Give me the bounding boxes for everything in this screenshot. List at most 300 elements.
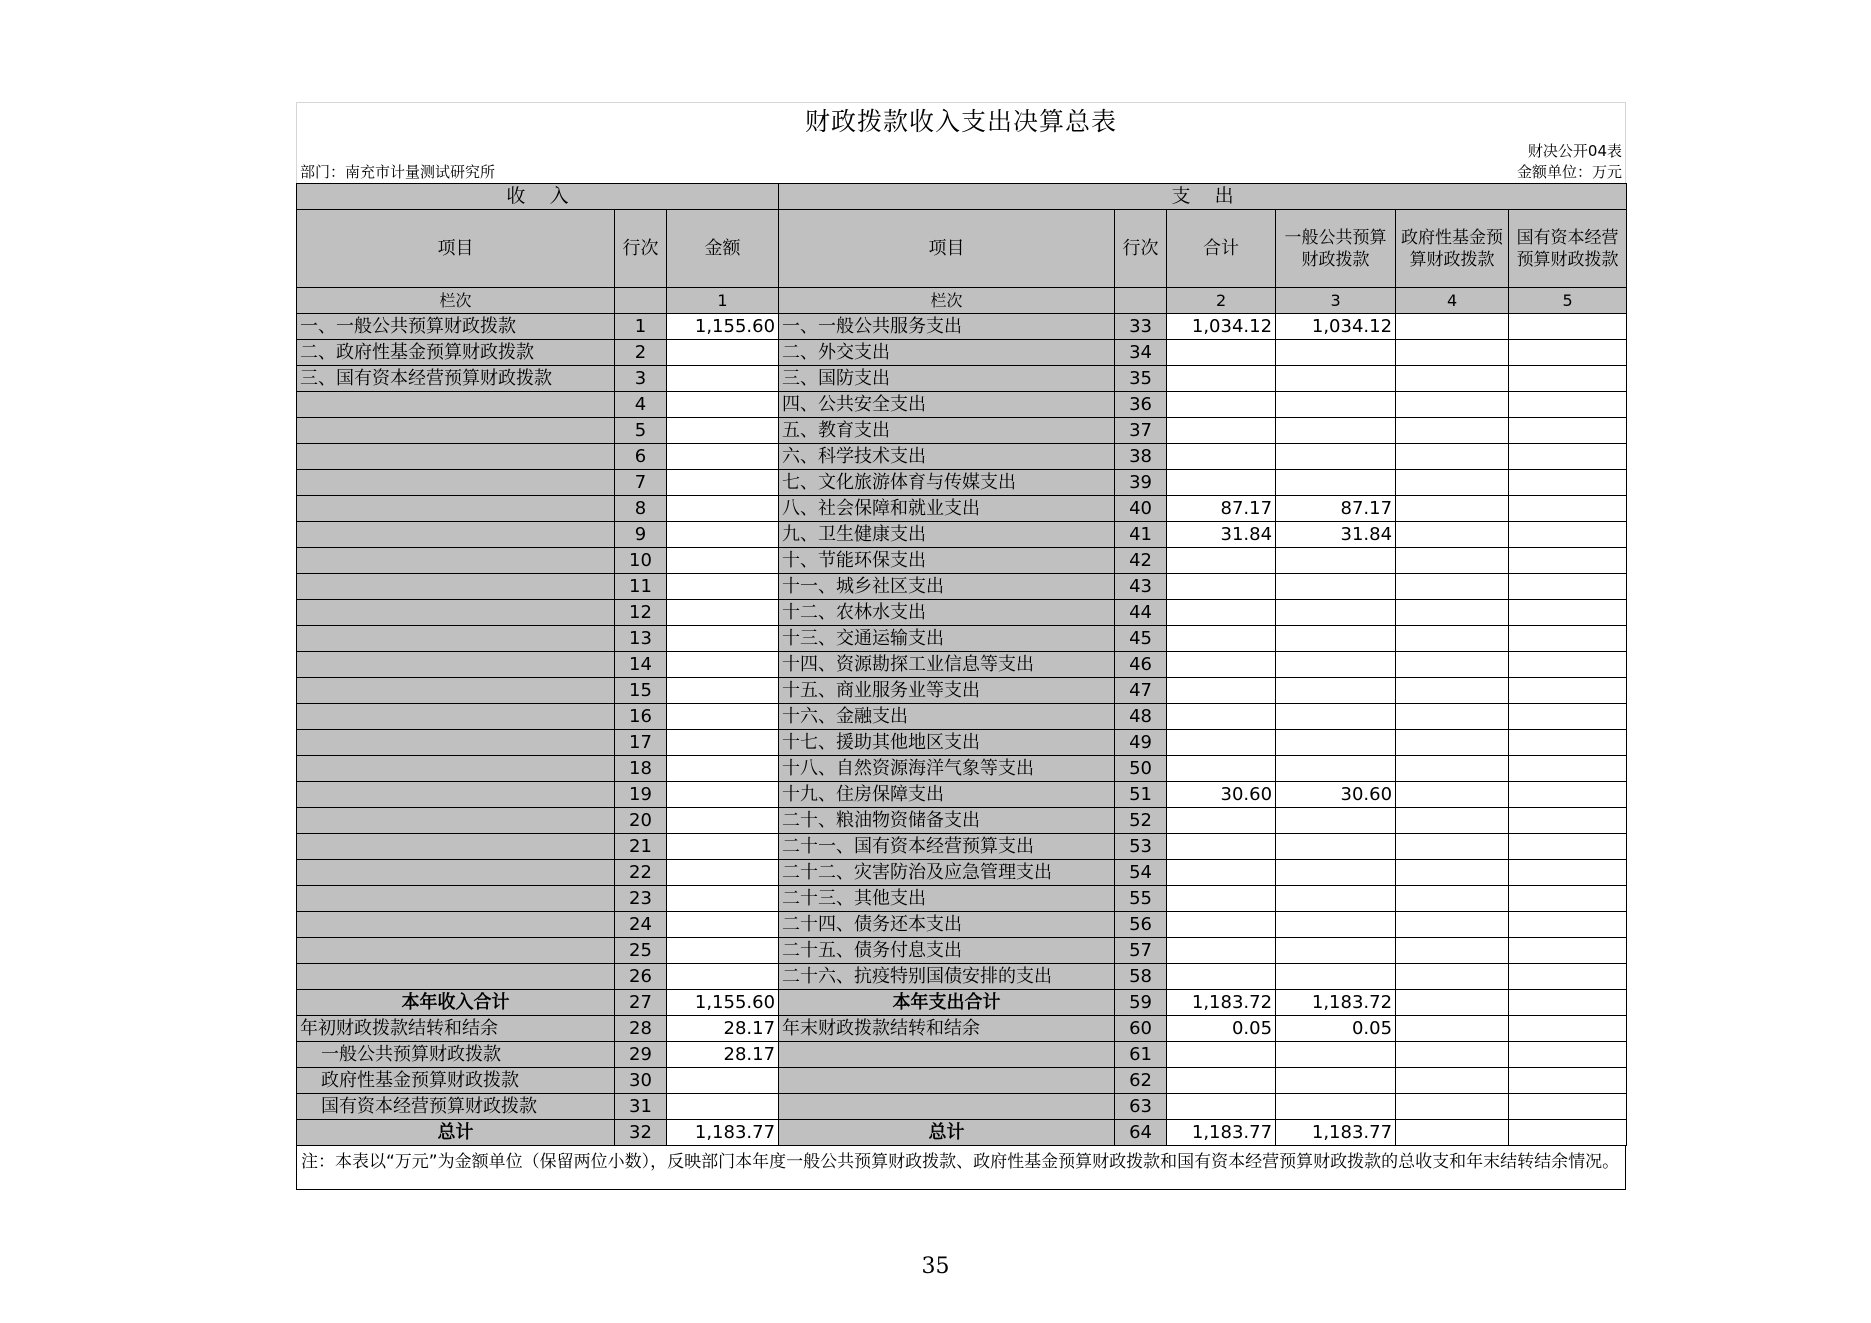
exp-fund-cell [1396,990,1509,1016]
income-item-cell [297,860,615,886]
exp-fund-cell [1396,1068,1509,1094]
exp-line-cell: 50 [1115,756,1167,782]
income-item-cell: 年初财政拨款结转和结余 [297,1016,615,1042]
exp-item-cell: 十四、资源勘探工业信息等支出 [779,652,1115,678]
income-line-cell: 3 [615,366,667,392]
exp-total-cell [1167,470,1276,496]
exp-general-cell: 1,183.72 [1276,990,1396,1016]
page-number: 35 [921,1254,950,1279]
exp-state-cell [1509,756,1627,782]
exp-fund-cell [1396,886,1509,912]
exp-line-cell: 33 [1115,314,1167,340]
exp-state-cell [1509,444,1627,470]
income-amount-cell [667,600,779,626]
exp-item-cell: 四、公共安全支出 [779,392,1115,418]
exp-general-cell: 31.84 [1276,522,1396,548]
income-item-cell: 总计 [297,1120,615,1146]
exp-item-cell: 十九、住房保障支出 [779,782,1115,808]
exp-general-cell [1276,1094,1396,1120]
exp-total-cell [1167,574,1276,600]
exp-general-cell [1276,1042,1396,1068]
table-row [297,678,1627,704]
table-row [297,704,1627,730]
exp-item-cell: 二十一、国有资本经营预算支出 [779,834,1115,860]
exp-general-cell [1276,470,1396,496]
income-line-cell: 15 [615,678,667,704]
table-row [297,912,1627,938]
exp-line-cell: 47 [1115,678,1167,704]
income-amount-cell [667,704,779,730]
exp-fund-cell [1396,1120,1509,1146]
exp-line-cell: 39 [1115,470,1167,496]
exp-general-cell [1276,938,1396,964]
exp-general-cell [1276,600,1396,626]
table-row [297,730,1627,756]
table-row [297,340,1627,366]
exp-state-cell [1509,652,1627,678]
exp-line-cell: 46 [1115,652,1167,678]
exp-item-cell: 十七、援助其他地区支出 [779,730,1115,756]
header-income-item: 项目 [297,210,615,288]
exp-total-cell [1167,626,1276,652]
exp-line-cell: 35 [1115,366,1167,392]
exp-state-cell [1509,366,1627,392]
exp-fund-cell [1396,574,1509,600]
exp-fund-cell [1396,652,1509,678]
income-section-header: 收 入 [297,184,779,210]
exp-line-cell: 45 [1115,626,1167,652]
exp-item-cell [779,1042,1115,1068]
exp-fund-cell [1396,808,1509,834]
income-item-cell [297,652,615,678]
exp-line-cell: 63 [1115,1094,1167,1120]
exp-total-cell [1167,860,1276,886]
exp-state-cell [1509,730,1627,756]
exp-general-cell [1276,574,1396,600]
income-item-cell [297,730,615,756]
income-amount-cell [667,678,779,704]
exp-state-cell [1509,1094,1627,1120]
exp-total-cell [1167,418,1276,444]
exp-general-cell: 87.17 [1276,496,1396,522]
exp-state-cell [1509,548,1627,574]
exp-line-cell: 44 [1115,600,1167,626]
exp-general-cell [1276,340,1396,366]
exp-fund-cell [1396,366,1509,392]
exp-fund-cell [1396,1094,1509,1120]
income-item-cell [297,626,615,652]
income-amount-cell [667,756,779,782]
exp-general-cell [1276,730,1396,756]
exp-total-cell [1167,1094,1276,1120]
report-meta [296,141,1626,183]
exp-general-cell [1276,912,1396,938]
exp-line-cell: 59 [1115,990,1167,1016]
income-line-cell: 13 [615,626,667,652]
exp-state-cell [1509,990,1627,1016]
income-line-cell: 30 [615,1068,667,1094]
table-row [297,860,1627,886]
header-fund: 政府性基金预算财政拨款 [1396,210,1509,288]
income-amount-cell [667,938,779,964]
income-line-cell: 16 [615,704,667,730]
col-label-income: 栏次 [297,288,615,314]
exp-item-cell [779,1094,1115,1120]
income-amount-cell [667,418,779,444]
exp-total-cell: 87.17 [1167,496,1276,522]
income-item-cell [297,522,615,548]
exp-state-cell [1509,600,1627,626]
exp-line-cell: 36 [1115,392,1167,418]
exp-fund-cell [1396,860,1509,886]
exp-state-cell [1509,340,1627,366]
exp-total-cell [1167,808,1276,834]
col-num-fund: 4 [1396,288,1509,314]
exp-state-cell [1509,1068,1627,1094]
table-row [297,886,1627,912]
income-line-cell: 8 [615,496,667,522]
exp-fund-cell [1396,678,1509,704]
income-amount-cell [667,1068,779,1094]
exp-state-cell [1509,496,1627,522]
income-item-cell: 国有资本经营预算财政拨款 [297,1094,615,1120]
table-row [297,522,1627,548]
income-amount-cell [667,652,779,678]
exp-line-cell: 60 [1115,1016,1167,1042]
exp-general-cell [1276,756,1396,782]
income-amount-cell [667,886,779,912]
col-num-amount: 1 [667,288,779,314]
exp-state-cell [1509,886,1627,912]
exp-state-cell [1509,938,1627,964]
table-row [297,990,1627,1016]
exp-state-cell [1509,912,1627,938]
exp-state-cell [1509,678,1627,704]
col-blank-2 [1115,288,1167,314]
exp-general-cell: 1,183.77 [1276,1120,1396,1146]
table-row [297,964,1627,990]
exp-line-cell: 48 [1115,704,1167,730]
table-row [297,626,1627,652]
income-line-cell: 1 [615,314,667,340]
exp-fund-cell [1396,1016,1509,1042]
income-item-cell: 政府性基金预算财政拨款 [297,1068,615,1094]
exp-fund-cell [1396,600,1509,626]
exp-line-cell: 40 [1115,496,1167,522]
income-line-cell: 12 [615,600,667,626]
exp-fund-cell [1396,470,1509,496]
table-row [297,392,1627,418]
income-line-cell: 32 [615,1120,667,1146]
table-row [297,1016,1627,1042]
exp-state-cell [1509,860,1627,886]
exp-line-cell: 53 [1115,834,1167,860]
income-line-cell: 28 [615,1016,667,1042]
income-line-cell: 31 [615,1094,667,1120]
exp-line-cell: 42 [1115,548,1167,574]
header-exp-item: 项目 [779,210,1115,288]
exp-total-cell: 1,183.72 [1167,990,1276,1016]
table-row [297,1042,1627,1068]
income-item-cell [297,756,615,782]
income-item-cell [297,678,615,704]
exp-state-cell [1509,964,1627,990]
col-num-total: 2 [1167,288,1276,314]
income-amount-cell: 28.17 [667,1016,779,1042]
income-amount-cell [667,808,779,834]
table-row [297,1094,1627,1120]
exp-fund-cell [1396,626,1509,652]
table-row [297,548,1627,574]
exp-item-cell: 二十三、其他支出 [779,886,1115,912]
income-amount-cell [667,548,779,574]
exp-item-cell: 十一、城乡社区支出 [779,574,1115,600]
income-amount-cell [667,626,779,652]
exp-total-cell [1167,392,1276,418]
exp-fund-cell [1396,340,1509,366]
income-item-cell [297,782,615,808]
income-line-cell: 11 [615,574,667,600]
exp-line-cell: 52 [1115,808,1167,834]
table-row [297,574,1627,600]
income-amount-cell [667,392,779,418]
income-amount-cell [667,444,779,470]
income-line-cell: 5 [615,418,667,444]
exp-general-cell [1276,392,1396,418]
income-amount-cell [667,964,779,990]
fiscal-table [296,183,1627,1146]
exp-item-cell: 二十四、债务还本支出 [779,912,1115,938]
exp-item-cell: 二、外交支出 [779,340,1115,366]
income-item-cell [297,392,615,418]
exp-total-cell [1167,756,1276,782]
income-amount-cell [667,834,779,860]
income-line-cell: 14 [615,652,667,678]
exp-general-cell [1276,1068,1396,1094]
exp-state-cell [1509,834,1627,860]
header-total: 合计 [1167,210,1276,288]
income-amount-cell [667,496,779,522]
income-item-cell [297,600,615,626]
exp-total-cell [1167,678,1276,704]
exp-general-cell [1276,548,1396,574]
income-item-cell [297,574,615,600]
exp-item-cell: 十、节能环保支出 [779,548,1115,574]
exp-state-cell [1509,808,1627,834]
exp-general-cell [1276,704,1396,730]
exp-general-cell [1276,834,1396,860]
exp-state-cell [1509,1042,1627,1068]
exp-state-cell [1509,1016,1627,1042]
exp-item-cell: 二十、粮油物资储备支出 [779,808,1115,834]
exp-total-cell [1167,600,1276,626]
exp-state-cell [1509,704,1627,730]
exp-total-cell [1167,1068,1276,1094]
income-item-cell [297,912,615,938]
income-line-cell: 2 [615,340,667,366]
table-row [297,600,1627,626]
income-line-cell: 17 [615,730,667,756]
unit-label: 金额单位：万元 [1516,163,1622,181]
table-row [297,652,1627,678]
exp-line-cell: 54 [1115,860,1167,886]
income-amount-cell [667,366,779,392]
exp-item-cell: 八、社会保障和就业支出 [779,496,1115,522]
income-line-cell: 9 [615,522,667,548]
column-header-row [297,210,1627,288]
income-amount-cell [667,470,779,496]
exp-item-cell: 十六、金融支出 [779,704,1115,730]
header-exp-line: 行次 [1115,210,1167,288]
exp-state-cell [1509,314,1627,340]
income-item-cell [297,834,615,860]
exp-state-cell [1509,470,1627,496]
exp-state-cell [1509,522,1627,548]
col-num-general: 3 [1276,288,1396,314]
exp-general-cell [1276,964,1396,990]
income-line-cell: 27 [615,990,667,1016]
income-amount-cell [667,782,779,808]
income-line-cell: 6 [615,444,667,470]
exp-total-cell: 30.60 [1167,782,1276,808]
exp-fund-cell [1396,704,1509,730]
section-band-row [297,184,1627,210]
income-item-cell [297,470,615,496]
exp-item-cell: 十五、商业服务业等支出 [779,678,1115,704]
department-label: 部门：南充市计量测试研究所 [300,163,496,181]
exp-general-cell [1276,626,1396,652]
exp-item-cell: 五、教育支出 [779,418,1115,444]
table-row [297,938,1627,964]
exp-line-cell: 56 [1115,912,1167,938]
exp-total-cell [1167,548,1276,574]
exp-general-cell [1276,808,1396,834]
exp-total-cell: 1,034.12 [1167,314,1276,340]
exp-item-cell: 一、一般公共服务支出 [779,314,1115,340]
income-amount-cell [667,340,779,366]
income-item-cell [297,418,615,444]
report-title: 财政拨款收入支出决算总表 [296,102,1626,141]
exp-total-cell [1167,730,1276,756]
col-label-exp: 栏次 [779,288,1115,314]
income-item-cell: 三、国有资本经营预算财政拨款 [297,366,615,392]
income-line-cell: 22 [615,860,667,886]
exp-item-cell: 三、国防支出 [779,366,1115,392]
exp-fund-cell [1396,522,1509,548]
exp-fund-cell [1396,548,1509,574]
exp-total-cell [1167,964,1276,990]
exp-total-cell: 31.84 [1167,522,1276,548]
table-row [297,1068,1627,1094]
table-row [297,756,1627,782]
exp-item-cell: 十八、自然资源海洋气象等支出 [779,756,1115,782]
income-amount-cell: 1,183.77 [667,1120,779,1146]
income-line-cell: 21 [615,834,667,860]
exp-total-cell [1167,938,1276,964]
income-item-cell [297,964,615,990]
table-row [297,470,1627,496]
exp-fund-cell [1396,392,1509,418]
footnote: 注：本表以“万元”为金额单位（保留两位小数），反映部门本年度一般公共预算财政拨款、政府性基金预算财政拨款和国有资本经营预算财政拨款的总收支和年末结转结余情况。 [296,1146,1626,1190]
income-amount-cell [667,574,779,600]
col-num-state: 5 [1509,288,1627,314]
income-amount-cell [667,730,779,756]
exp-line-cell: 55 [1115,886,1167,912]
income-line-cell: 10 [615,548,667,574]
exp-general-cell: 0.05 [1276,1016,1396,1042]
exp-item-cell [779,1068,1115,1094]
exp-item-cell: 总计 [779,1120,1115,1146]
exp-general-cell [1276,886,1396,912]
exp-item-cell: 十三、交通运输支出 [779,626,1115,652]
table-row [297,808,1627,834]
exp-fund-cell [1396,834,1509,860]
income-item-cell [297,444,615,470]
exp-line-cell: 61 [1115,1042,1167,1068]
exp-fund-cell [1396,782,1509,808]
income-line-cell: 20 [615,808,667,834]
exp-general-cell [1276,678,1396,704]
exp-item-cell: 六、科学技术支出 [779,444,1115,470]
table-row [297,418,1627,444]
exp-general-cell [1276,366,1396,392]
exp-fund-cell [1396,418,1509,444]
column-number-row [297,288,1627,314]
exp-general-cell: 1,034.12 [1276,314,1396,340]
exp-line-cell: 38 [1115,444,1167,470]
exp-state-cell [1509,626,1627,652]
exp-item-cell: 二十二、灾害防治及应急管理支出 [779,860,1115,886]
income-item-cell: 二、政府性基金预算财政拨款 [297,340,615,366]
income-line-cell: 29 [615,1042,667,1068]
header-income-amount: 金额 [667,210,779,288]
exp-total-cell [1167,1042,1276,1068]
exp-fund-cell [1396,964,1509,990]
expenditure-section-header: 支 出 [779,184,1627,210]
income-amount-cell [667,1094,779,1120]
exp-fund-cell [1396,444,1509,470]
header-general: 一般公共预算财政拨款 [1276,210,1396,288]
exp-line-cell: 57 [1115,938,1167,964]
income-line-cell: 23 [615,886,667,912]
exp-total-cell [1167,366,1276,392]
form-code: 财决公开04表 [1527,142,1622,160]
exp-line-cell: 49 [1115,730,1167,756]
header-state: 国有资本经营预算财政拨款 [1509,210,1627,288]
income-line-cell: 26 [615,964,667,990]
exp-state-cell [1509,418,1627,444]
exp-total-cell [1167,444,1276,470]
table-row [297,444,1627,470]
exp-line-cell: 34 [1115,340,1167,366]
income-item-cell: 一般公共预算财政拨款 [297,1042,615,1068]
income-amount-cell [667,860,779,886]
income-item-cell: 本年收入合计 [297,990,615,1016]
table-row [297,1120,1627,1146]
income-item-cell [297,704,615,730]
income-line-cell: 24 [615,912,667,938]
exp-line-cell: 37 [1115,418,1167,444]
exp-item-cell: 七、文化旅游体育与传媒支出 [779,470,1115,496]
table-row [297,496,1627,522]
report-sheet [296,102,1626,1190]
col-blank-1 [615,288,667,314]
exp-line-cell: 41 [1115,522,1167,548]
exp-total-cell [1167,704,1276,730]
exp-total-cell [1167,834,1276,860]
exp-general-cell [1276,860,1396,886]
income-item-cell [297,886,615,912]
